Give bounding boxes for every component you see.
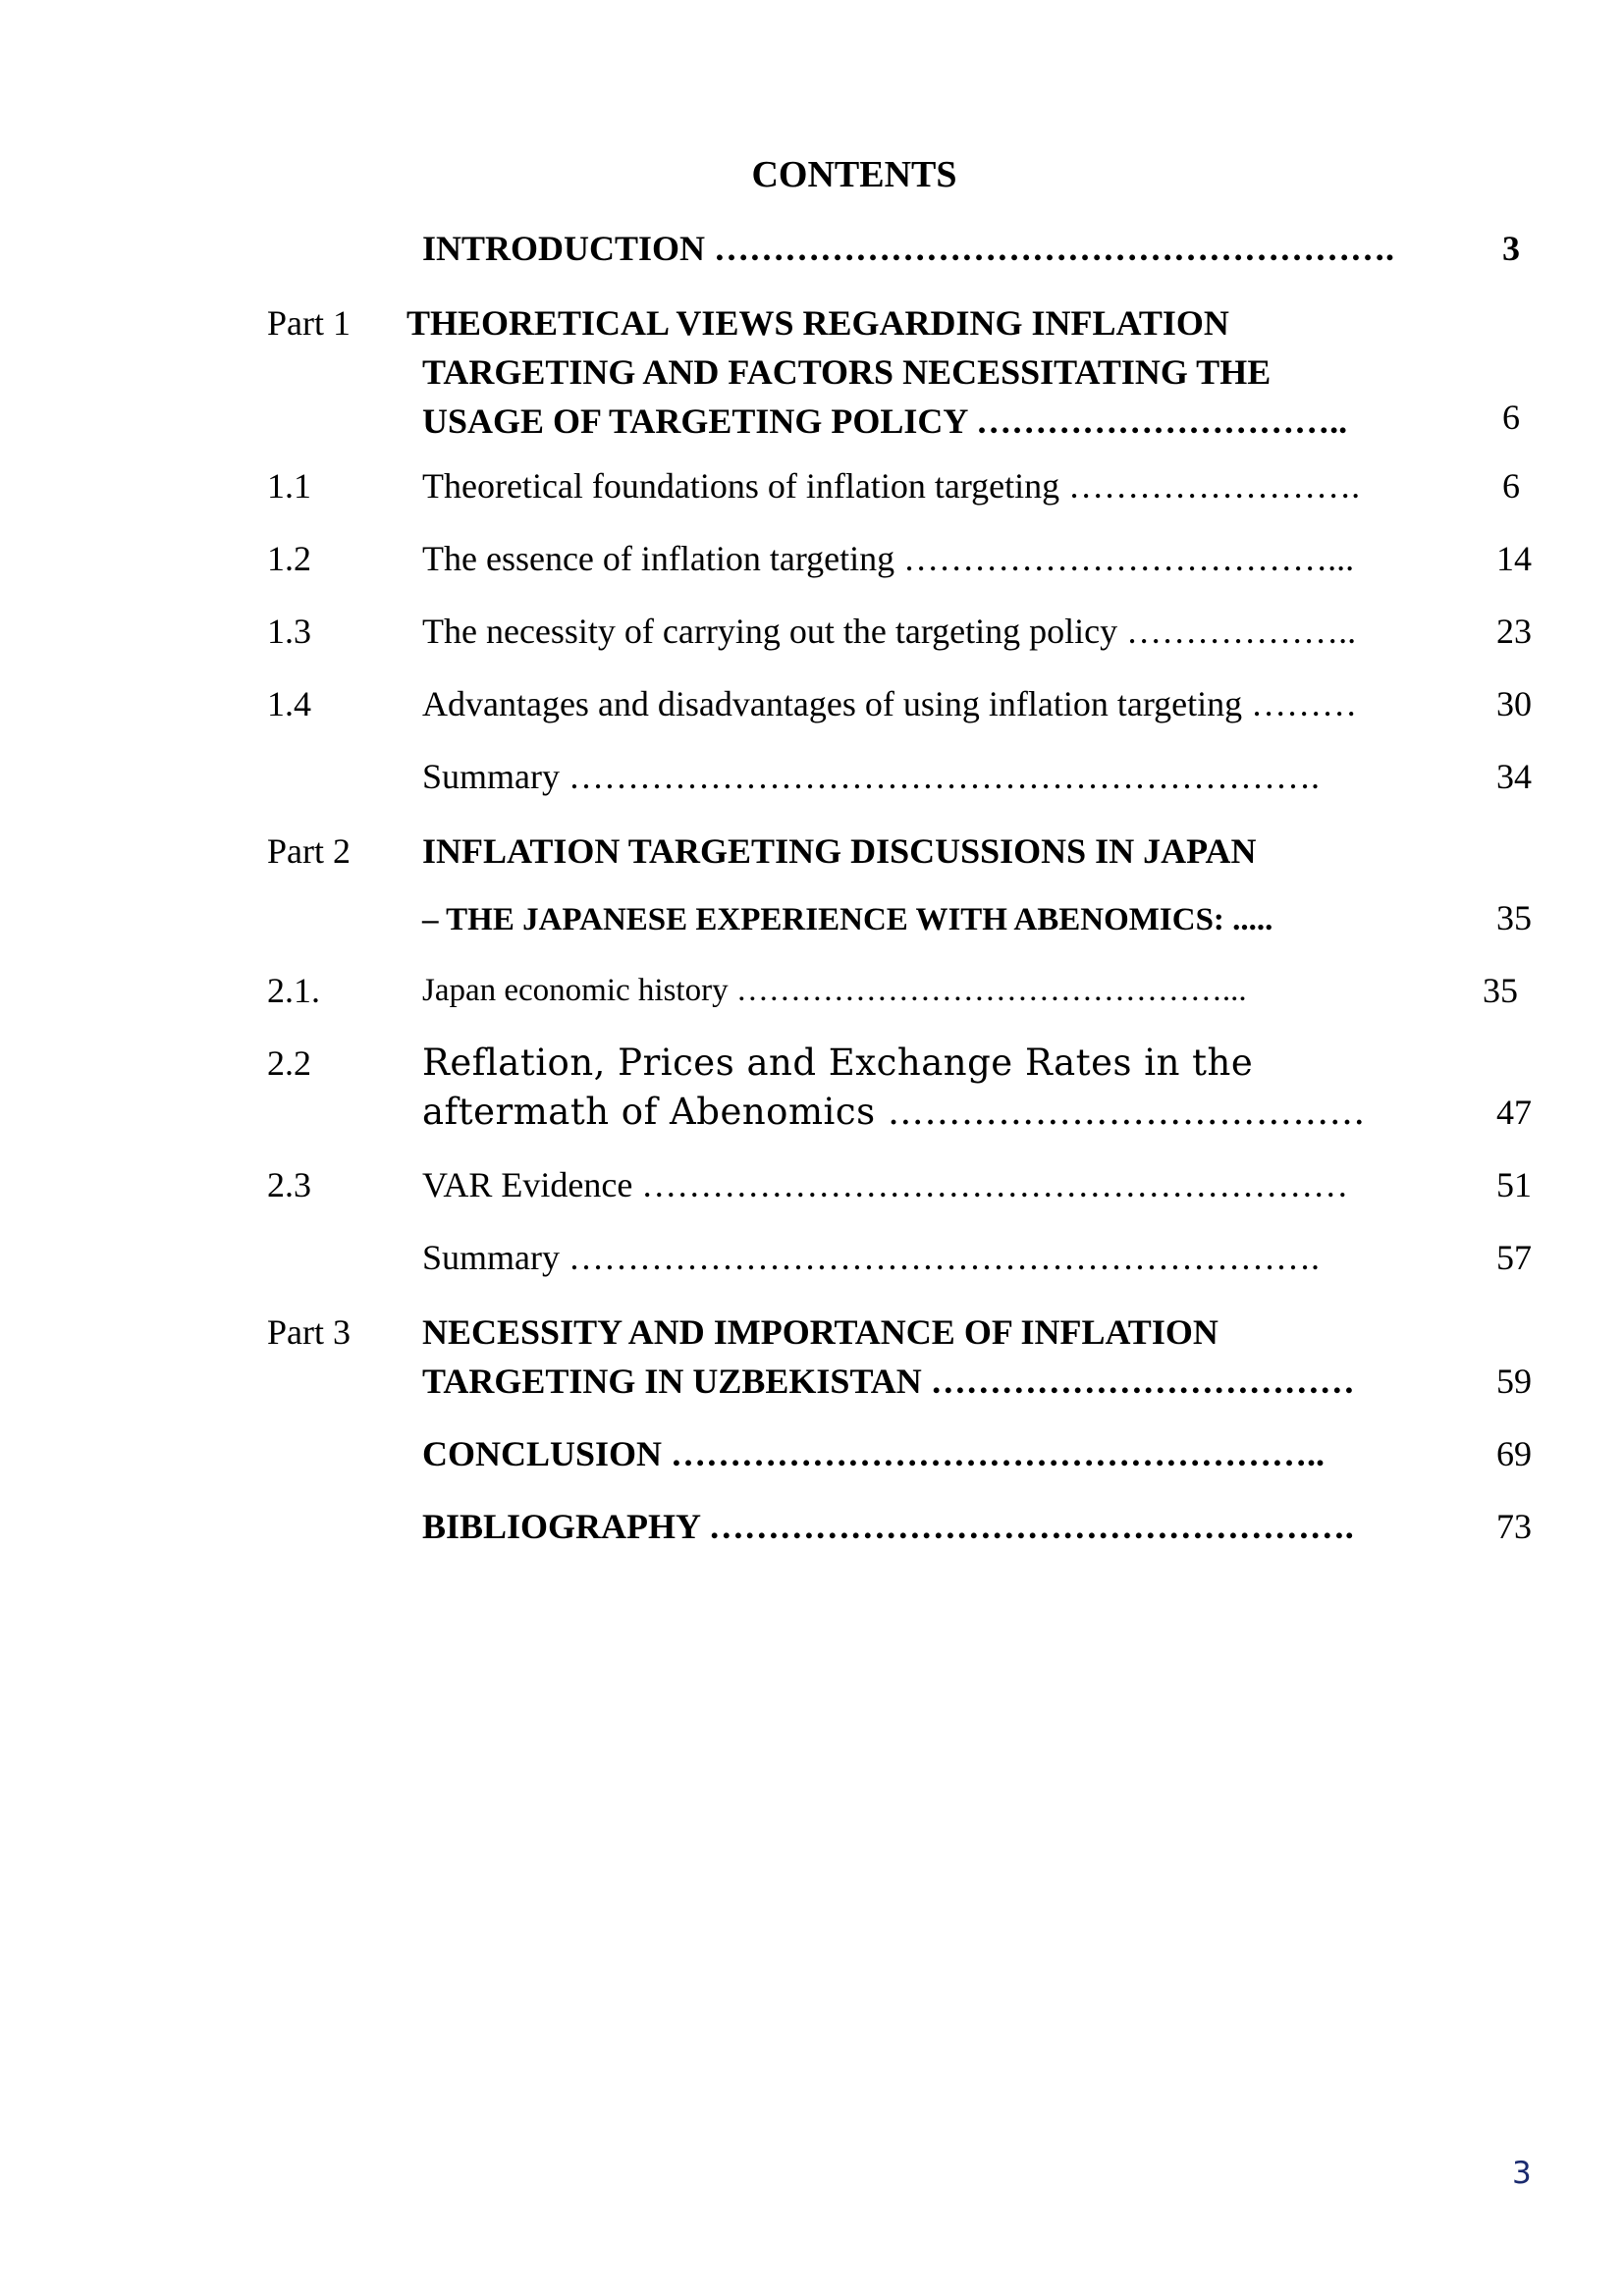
toc-entry-line: THEORETICAL VIEWS REGARDING INFLATION bbox=[406, 303, 1229, 343]
toc-entry-text: BIBLIOGRAPHY ………………………………………………. bbox=[422, 1507, 1354, 1546]
toc-entry-number: 1.1 bbox=[267, 466, 311, 506]
toc-entry-line: NECESSITY AND IMPORTANCE OF INFLATION bbox=[422, 1312, 1218, 1352]
toc-entry-number: 1.3 bbox=[267, 612, 311, 651]
toc-entry-number: Part 3 bbox=[267, 1312, 351, 1352]
toc-page-number: 35 bbox=[1483, 971, 1518, 1010]
toc-page-number: 35 bbox=[1496, 898, 1532, 937]
toc-entry-number: 2.1. bbox=[267, 971, 320, 1010]
toc-entry-number: Part 1 bbox=[267, 303, 351, 343]
toc-entry-text: The necessity of carrying out the targeting policy ……………….. bbox=[422, 612, 1357, 651]
toc-entry-number: Part 2 bbox=[267, 831, 351, 871]
toc-entry-number: 1.2 bbox=[267, 539, 311, 578]
toc-page-number: 59 bbox=[1496, 1362, 1532, 1401]
toc-entry-text bbox=[406, 298, 1428, 446]
toc-entry-text: VAR Evidence …………………………………………………… bbox=[422, 1165, 1349, 1204]
toc-page-number: 14 bbox=[1496, 539, 1532, 578]
toc-entry-text: Advantages and disadvantages of using inflation targeting ……… bbox=[422, 684, 1358, 723]
page-number: 3 bbox=[1512, 2156, 1532, 2191]
toc-entry-line: USAGE OF TARGETING POLICY ………………………….. bbox=[422, 401, 1348, 441]
toc-page-number: 73 bbox=[1496, 1507, 1532, 1546]
toc-entry-text: Summary ………………………………………………………. bbox=[422, 1238, 1320, 1277]
toc-entry-number: 1.4 bbox=[267, 684, 311, 723]
toc-entry-text: INTRODUCTION …………………………………………………. bbox=[422, 229, 1395, 268]
toc-page-number: 30 bbox=[1496, 684, 1532, 723]
toc-page-number: 34 bbox=[1496, 757, 1532, 796]
toc-page-number: 23 bbox=[1496, 612, 1532, 651]
toc-entry-number: 2.2 bbox=[267, 1043, 311, 1083]
toc-entry-text: Japan economic history ………………………………………... bbox=[422, 973, 1247, 1008]
toc-entry-text: Summary ………………………………………………………. bbox=[422, 757, 1320, 796]
toc-entry-line: Reflation, Prices and Exchange Rates in the bbox=[422, 1041, 1254, 1084]
toc-entry-line: – THE JAPANESE EXPERIENCE WITH ABENOMICS: ..... bbox=[422, 902, 1273, 937]
toc-entry-text bbox=[422, 827, 1443, 944]
toc-entry-text: Theoretical foundations of inflation targeting ……………………. bbox=[422, 466, 1361, 506]
toc-page-number: 3 bbox=[1502, 229, 1520, 268]
toc-page-number: 69 bbox=[1496, 1434, 1532, 1473]
toc-entry-line: aftermath of Abenomics ………………………………... bbox=[422, 1091, 1366, 1133]
toc-entry-text bbox=[422, 1308, 1443, 1406]
toc-page-number: 51 bbox=[1496, 1165, 1532, 1204]
toc-entry-text bbox=[422, 1039, 1443, 1137]
toc-entry-number: 2.3 bbox=[267, 1165, 311, 1204]
toc-page-number: 6 bbox=[1502, 466, 1520, 506]
toc-entry-text: The essence of inflation targeting ………………………………... bbox=[422, 539, 1355, 578]
toc-entry-line: TARGETING IN UZBEKISTAN ……………………………… bbox=[422, 1362, 1355, 1401]
contents-heading: CONTENTS bbox=[751, 154, 957, 195]
toc-entry-text: CONCLUSION ……………………………………………….. bbox=[422, 1434, 1326, 1473]
toc-page-number: 47 bbox=[1496, 1093, 1532, 1132]
toc-entry-line: TARGETING AND FACTORS NECESSITATING THE bbox=[422, 352, 1272, 392]
toc-page-number: 6 bbox=[1502, 398, 1520, 437]
toc-entry-line: INFLATION TARGETING DISCUSSIONS IN JAPAN bbox=[422, 831, 1257, 871]
toc-page-number: 57 bbox=[1496, 1238, 1532, 1277]
